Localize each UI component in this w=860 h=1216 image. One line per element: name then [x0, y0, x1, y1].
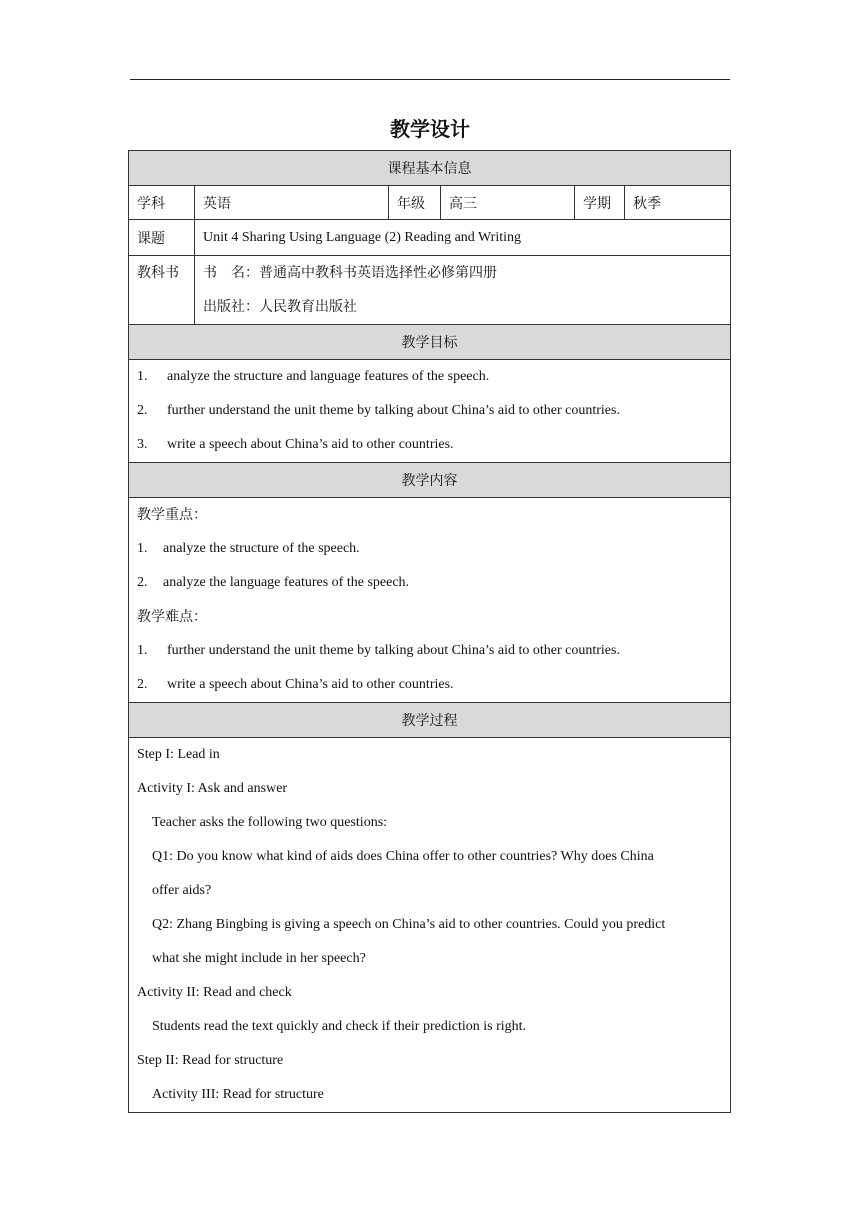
content-body	[129, 498, 731, 703]
list-item: 1. analyze the structure of the speech.	[137, 541, 360, 556]
step-heading: Step II: Read for structure	[137, 1053, 284, 1068]
textbook-name: 书 名：普通高中教科书英语选择性必修第四册	[203, 265, 497, 281]
step-heading: Step I: Lead in	[137, 747, 220, 762]
process-text: what she might include in her speech?	[152, 951, 366, 966]
textbook-publisher: 出版社：人民教育出版社	[203, 299, 357, 315]
topic-value: Unit 4 Sharing Using Language (2) Reading and Writing	[195, 220, 731, 256]
list-item: 3. write a speech about China’s aid to other countries.	[137, 437, 454, 452]
activity-heading: Activity II: Read and check	[137, 985, 292, 1000]
process-text: Students read the text quickly and check if their prediction is right.	[152, 1019, 527, 1034]
grade-value: 高三	[441, 186, 575, 220]
activity-heading: Activity III: Read for structure	[152, 1087, 324, 1102]
textbook-label	[129, 256, 195, 325]
process-text: Teacher asks the following two questions:	[152, 815, 388, 830]
document-title: 教学设计	[390, 117, 470, 141]
section-header-basic-info: 课程基本信息	[129, 151, 731, 186]
topic-label: 课题	[129, 220, 195, 256]
section-header-objectives: 教学目标	[129, 325, 731, 360]
subject-value: 英语	[195, 186, 389, 220]
objectives-list	[129, 360, 731, 463]
section-header-process: 教学过程	[129, 703, 731, 738]
term-value: 秋季	[625, 186, 731, 220]
term-label: 学期	[575, 186, 625, 220]
key-points-label: 教学重点：	[137, 507, 207, 523]
list-item: 1. further understand the unit theme by talking about China’s aid to other countries.	[137, 643, 620, 658]
header-rule	[130, 79, 730, 80]
list-item: 2. further understand the unit theme by talking about China’s aid to other countries.	[137, 403, 620, 418]
difficult-points-label: 教学难点：	[137, 609, 207, 625]
subject-label: 学科	[129, 186, 195, 220]
section-header-content: 教学内容	[129, 463, 731, 498]
list-item: 2. analyze the language features of the speech.	[137, 575, 410, 590]
activity-heading: Activity I: Ask and answer	[137, 781, 288, 796]
process-text: offer aids?	[152, 883, 212, 898]
grade-label: 年级	[389, 186, 441, 220]
process-text: Q2: Zhang Bingbing is giving a speech on China’s aid to other countries. Could you predict	[152, 917, 666, 932]
list-item: 2. write a speech about China’s aid to other countries.	[137, 677, 454, 692]
textbook-label-text: 教科书	[137, 265, 179, 281]
lesson-plan-table	[128, 150, 731, 1113]
process-text: Q1: Do you know what kind of aids does China offer to other countries? Why does China	[152, 849, 654, 864]
list-item: 1. analyze the structure and language features of the speech.	[137, 369, 490, 384]
textbook-info	[195, 256, 731, 325]
process-body	[129, 738, 731, 1113]
